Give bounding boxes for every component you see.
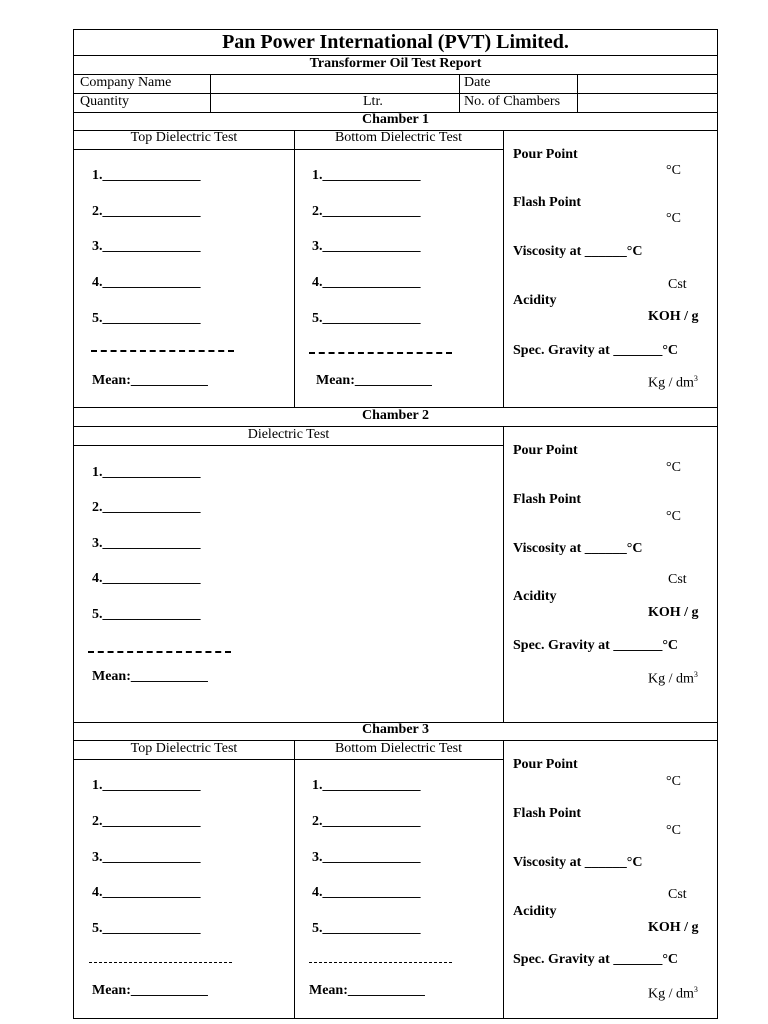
chamber-3-bottom-reading-3[interactable]: 3.______________ — [312, 850, 421, 865]
chamber-3-top-header: Top Dielectric Test — [130, 741, 238, 756]
chamber-1-top-mean[interactable]: Mean:___________ — [92, 373, 208, 388]
chamber-1-bottom-reading-4[interactable]: 4.______________ — [312, 275, 421, 290]
chamber-2-reading-2[interactable]: 2.______________ — [92, 500, 201, 515]
chamber-3-top-reading-4[interactable]: 4.______________ — [92, 885, 201, 900]
date-field[interactable] — [578, 75, 716, 92]
chamber-3-top-reading-1[interactable]: 1.______________ — [92, 778, 201, 793]
chamber-3-bottom-reading-1[interactable]: 1.______________ — [312, 778, 421, 793]
chamber-1-bottom-reading-3[interactable]: 3.______________ — [312, 239, 421, 254]
chamber-1-top-header: Top Dielectric Test — [130, 130, 238, 145]
chambers-field[interactable] — [578, 94, 716, 111]
chamber-1-acidity-unit: KOH / g — [648, 309, 699, 324]
chamber-2-reading-5[interactable]: 5.______________ — [92, 607, 201, 622]
dashed-divider — [309, 352, 452, 354]
chamber-2-acidity-label: Acidity — [513, 589, 557, 604]
quantity-unit: Ltr. — [363, 94, 383, 109]
chamber-1-top-reading-5[interactable]: 5.______________ — [92, 311, 201, 326]
divider — [74, 149, 503, 150]
divider — [210, 74, 211, 112]
chamber-1-bottom-reading-5[interactable]: 5.______________ — [312, 311, 421, 326]
chamber-3-bottom-reading-2[interactable]: 2.______________ — [312, 814, 421, 829]
chamber-3-density-unit: Kg / $dm^3$ — [648, 985, 698, 1002]
divider — [74, 759, 503, 760]
chamber-2-title: Chamber 2 — [361, 408, 430, 423]
chamber-2-pour-point-unit: °C — [666, 460, 681, 475]
chamber-2-spec-gravity-label: Spec. Gravity at _______°C — [513, 638, 679, 653]
chamber-1-viscosity-label: Viscosity at ______°C — [513, 244, 643, 259]
dashed-divider — [91, 350, 234, 352]
divider — [74, 445, 503, 446]
chamber-3-flash-point-unit: °C — [666, 823, 681, 838]
company-name-label: Company Name — [80, 75, 172, 90]
chamber-1-flash-point-label: Flash Point — [513, 195, 582, 210]
chamber-3-bottom-reading-4[interactable]: 4.______________ — [312, 885, 421, 900]
chamber-1-pour-point-label: Pour Point — [513, 147, 578, 162]
divider — [577, 74, 578, 112]
chamber-1-bottom-reading-1[interactable]: 1.______________ — [312, 168, 421, 183]
chamber-3-flash-point-label: Flash Point — [513, 806, 582, 821]
chamber-2-pour-point-label: Pour Point — [513, 443, 578, 458]
chamber-1-acidity-label: Acidity — [513, 293, 557, 308]
chamber-3-top-mean[interactable]: Mean:___________ — [92, 983, 208, 998]
dashed-divider — [309, 962, 452, 963]
divider — [294, 130, 295, 407]
chamber-3-viscosity-unit: Cst — [668, 887, 687, 902]
chamber-2-reading-1[interactable]: 1.______________ — [92, 465, 201, 480]
chamber-2-acidity-unit: KOH / g — [648, 605, 699, 620]
chamber-2-dielectric-header: Dielectric Test — [247, 427, 330, 442]
divider — [459, 74, 460, 112]
chamber-1-top-reading-2[interactable]: 2.______________ — [92, 204, 201, 219]
chamber-2-flash-point-label: Flash Point — [513, 492, 582, 507]
dashed-divider — [88, 651, 231, 653]
chamber-2-reading-4[interactable]: 4.______________ — [92, 571, 201, 586]
chamber-3-bottom-mean[interactable]: Mean:___________ — [309, 983, 425, 998]
date-label: Date — [464, 75, 491, 90]
chamber-1-bottom-mean[interactable]: Mean:___________ — [316, 373, 432, 388]
chamber-3-top-reading-2[interactable]: 2.______________ — [92, 814, 201, 829]
chamber-1-flash-point-unit: °C — [666, 211, 681, 226]
chamber-1-bottom-reading-2[interactable]: 2.______________ — [312, 204, 421, 219]
divider — [503, 426, 504, 722]
chamber-3-title: Chamber 3 — [361, 722, 430, 737]
chamber-2-viscosity-unit: Cst — [668, 572, 687, 587]
chamber-2-mean[interactable]: Mean:___________ — [92, 669, 208, 684]
chamber-1-viscosity-unit: Cst — [668, 277, 687, 292]
chamber-3-bottom-header: Bottom Dielectric Test — [334, 741, 463, 756]
chamber-1-top-reading-4[interactable]: 4.______________ — [92, 275, 201, 290]
report-title: Transformer Oil Test Report — [309, 56, 482, 71]
company-title: Pan Power International (PVT) Limited. — [222, 31, 569, 53]
chamber-3-acidity-unit: KOH / g — [648, 920, 699, 935]
chamber-1-top-reading-1[interactable]: 1.______________ — [92, 168, 201, 183]
divider — [503, 740, 504, 1018]
chamber-3-top-reading-5[interactable]: 5.______________ — [92, 921, 201, 936]
divider — [503, 130, 504, 407]
quantity-label: Quantity — [80, 94, 129, 109]
chamber-3-acidity-label: Acidity — [513, 904, 557, 919]
chamber-1-top-reading-3[interactable]: 3.______________ — [92, 239, 201, 254]
company-name-field[interactable] — [211, 75, 459, 92]
test-report-form — [73, 29, 718, 1019]
chamber-3-bottom-reading-5[interactable]: 5.______________ — [312, 921, 421, 936]
chamber-3-pour-point-label: Pour Point — [513, 757, 578, 772]
chamber-3-top-reading-3[interactable]: 3.______________ — [92, 850, 201, 865]
chamber-1-density-unit: Kg / $dm^3$ — [648, 374, 698, 391]
dashed-divider — [89, 962, 232, 963]
divider — [294, 740, 295, 1018]
chamber-2-flash-point-unit: °C — [666, 509, 681, 524]
chamber-1-title: Chamber 1 — [361, 112, 430, 127]
chamber-1-spec-gravity-label: Spec. Gravity at _______°C — [513, 343, 679, 358]
chamber-3-spec-gravity-label: Spec. Gravity at _______°C — [513, 952, 679, 967]
chamber-3-viscosity-label: Viscosity at ______°C — [513, 855, 643, 870]
chamber-1-pour-point-unit: °C — [666, 163, 681, 178]
chamber-2-viscosity-label: Viscosity at ______°C — [513, 541, 643, 556]
chamber-2-reading-3[interactable]: 3.______________ — [92, 536, 201, 551]
chamber-1-bottom-header: Bottom Dielectric Test — [334, 130, 463, 145]
chamber-3-pour-point-unit: °C — [666, 774, 681, 789]
chambers-label: No. of Chambers — [464, 94, 561, 109]
chamber-2-density-unit: Kg / $dm^3$ — [648, 670, 698, 687]
